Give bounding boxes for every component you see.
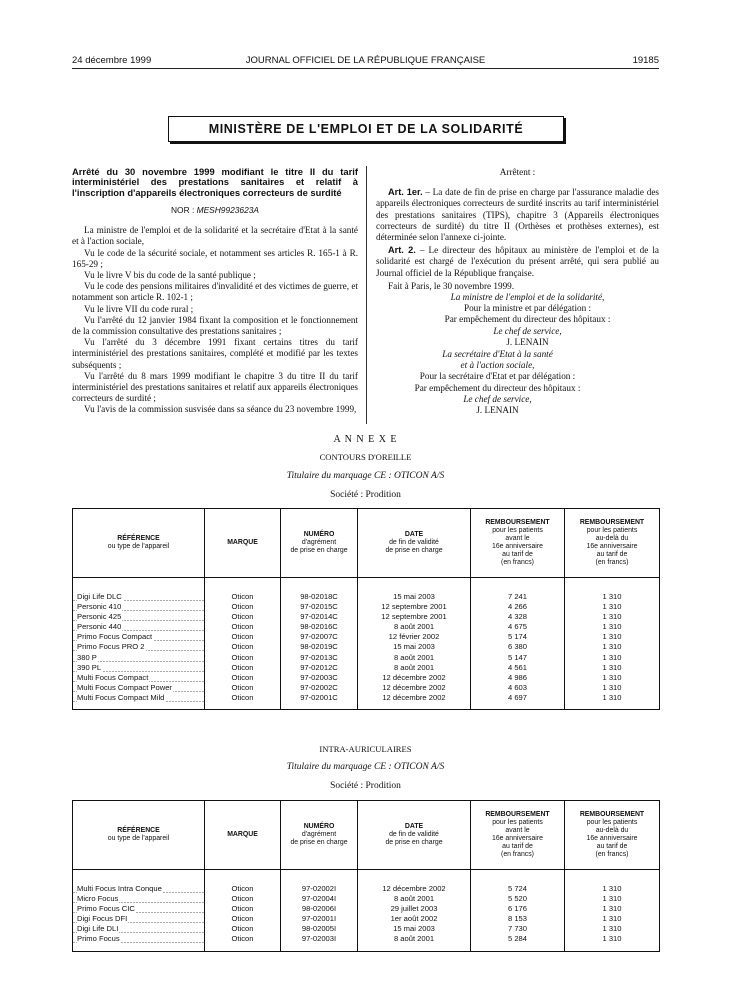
cell-marque: Oticon [205,612,281,622]
cell-remboursement-apres: 1 310 [565,632,660,642]
cell-marque: Oticon [205,914,281,924]
cell-date: 8 août 2001 [358,663,471,673]
cell-remboursement-avant: 4 603 [471,683,565,693]
cell-numero: 98-02006I [281,904,358,914]
header-page-number: 19185 [632,55,659,66]
cell-remboursement-apres: 1 310 [565,924,660,934]
cell-numero: 98-02018C [281,592,358,602]
cell-numero: 97-02003I [281,934,358,944]
article-1 [376,187,659,243]
header-remboursement-avant: REMBOURSEMENT pour les patients avant le 16e anniversaire au tarif de (en francs) [471,509,565,578]
table-row [73,914,660,924]
cell-remboursement-apres: 1 310 [565,914,660,924]
header-date: DATE de fin de validité de prise en charge [358,509,471,578]
cell-remboursement-avant: 4 266 [471,602,565,612]
cell-date: 29 juillet 2003 [358,904,471,914]
cell-numero: 97-02003C [281,673,358,683]
signatory-title: La ministre de l'emploi et de la solidarité, [450,292,605,303]
visa-paragraph: Vu l'arrêté du 3 décembre 1991 fixant certains titres du tarif interministériel des prestations sanitaires, complété et modifié par les textes subséquents ; [72,337,358,370]
spacer-cell [358,945,471,952]
table-body [73,870,660,952]
cell-reference [73,653,205,663]
cell-remboursement-avant: 5 174 [471,632,565,642]
reference-label: Multi Focus Compact [77,672,149,682]
table-row [73,934,660,944]
cell-remboursement-avant: 8 153 [471,914,565,924]
table-row [73,693,660,703]
reference-label: Digi Life DLC [77,592,122,601]
article-1-label: Art. 1er. [388,187,423,198]
reference-label: Digi Life DLI [77,924,119,934]
signatory-role: Le chef de service, [463,393,532,404]
delegation-line: Par empêchement du directeur des hôpitaux : [414,382,581,393]
cell-marque: Oticon [205,642,281,652]
cell-numero: 97-02001I [281,914,358,924]
arretent-heading: Arrêtent : [499,167,536,177]
table-header-row [73,509,660,578]
header-marque: MARQUE [205,801,281,870]
table-intra-auriculaires [72,800,660,952]
nor-reference [72,205,358,216]
cell-remboursement-avant: 4 675 [471,622,565,632]
reference-label: Primo Focus Compact [77,632,153,642]
cell-date: 8 août 2001 [358,934,471,944]
spacer-cell [73,945,205,952]
cell-reference [73,693,205,703]
cell-remboursement-apres: 1 310 [565,673,660,683]
cell-numero: 97-02007C [281,632,358,642]
delegation-line: Par empêchement du directeur des hôpitaux : [444,314,611,325]
signatory-name: J. LENAIN [476,405,519,416]
table-row [73,924,660,934]
signatory-name: J. LENAIN [506,336,549,347]
spacer-cell [73,870,205,885]
cell-remboursement-apres: 1 310 [565,663,660,673]
cell-remboursement-apres: 1 310 [565,884,660,894]
cell-remboursement-apres: 1 310 [565,622,660,632]
page-header [72,55,659,69]
cell-date: 8 août 2001 [358,653,471,663]
reference-label: Personic 410 [77,602,122,612]
cell-remboursement-avant: 4 697 [471,693,565,703]
reference-label: Primo Focus [77,934,120,944]
cell-reference [73,894,205,904]
cell-date: 12 septembre 2001 [358,602,471,612]
cell-marque: Oticon [205,924,281,934]
cell-remboursement-avant: 5 284 [471,934,565,944]
decree-title: Arrêté du 30 novembre 1999 modifiant le titre II du tarif interministériel des prestations sanitaires et relatif à l'inscription d'appareils électroniques correcteurs de surdité [72,166,358,198]
cell-date: 1er août 2002 [358,914,471,924]
cell-numero: 97-02013C [281,653,358,663]
header-date: DATE de fin de validité de prise en charge [358,801,471,870]
cell-reference [73,642,205,652]
cell-marque: Oticon [205,592,281,602]
header-remboursement-apres: REMBOURSEMENT pour les patients au-delà du 16e anniversaire au tarif de (en francs) [565,509,660,578]
cell-remboursement-apres: 1 310 [565,592,660,602]
cell-remboursement-avant: 7 730 [471,924,565,934]
table-row [73,663,660,673]
cell-marque: Oticon [205,663,281,673]
table-end-row [73,703,660,710]
cell-numero: 97-02015C [281,602,358,612]
cell-remboursement-apres: 1 310 [565,934,660,944]
visa-paragraph: Vu l'avis de la commission susvisée dans sa séance du 23 novembre 1999, [84,404,357,415]
header-remboursement-avant: REMBOURSEMENT pour les patients avant le 16e anniversaire au tarif de (en francs) [471,801,565,870]
column-divider [366,166,367,424]
cell-numero: 97-02012C [281,663,358,673]
cell-numero: 97-02004I [281,894,358,904]
cell-date: 12 septembre 2001 [358,612,471,622]
article-2-label: Art. 2. [388,245,416,256]
spacer-cell [73,703,205,710]
spacer-cell [205,703,281,710]
cell-remboursement-apres: 1 310 [565,894,660,904]
table-row [73,884,660,894]
visa-paragraph: Vu l'arrêté du 8 mars 1999 modifiant le chapitre 3 du titre II du tarif interministériel des prestations sanitaires et relatif aux appareils électroniques correcteurs de surdité ; [72,370,358,404]
reference-label: Personic 440 [77,622,122,632]
header-reference: RÉFÉRENCE ou type de l'appareil [73,801,205,870]
cell-remboursement-avant: 5 724 [471,884,565,894]
cell-date: 15 mai 2003 [358,924,471,934]
visa-paragraph: Vu le code de la sécurité sociale, et notamment ses articles R. 165-1 à R. 165-29 ; [72,247,358,269]
header-date: 24 décembre 1999 [72,55,152,66]
spacer-cell [565,945,660,952]
cell-reference [73,612,205,622]
spacer-cell [565,578,660,593]
visa-paragraph: Vu le code des pensions militaires d'invalidité et des victimes de guerre, et notamment son article R. 102-1 ; [72,281,358,303]
spacer-cell [281,945,358,952]
reference-label: Multi Focus Compact Power [77,682,172,692]
cell-marque: Oticon [205,632,281,642]
cell-marque: Oticon [205,894,281,904]
table-end-row [73,945,660,952]
spacer-cell [565,703,660,710]
cell-remboursement-avant: 4 986 [471,673,565,683]
article-2 [376,245,659,279]
reference-label: Digi Focus DFI [77,914,128,924]
cell-remboursement-avant: 4 328 [471,612,565,622]
table-body [73,578,660,710]
cell-reference [73,602,205,612]
nor-code: MESH9923623A [196,204,259,215]
signature-block-minister [376,292,659,348]
spacer-cell [471,578,565,593]
cell-numero: 98-02016C [281,622,358,632]
cell-numero: 97-02002I [281,884,358,894]
reference-label: Personic 425 [77,612,122,622]
delegation-line: Pour la secrétaire d'Etat et par délégation : [419,371,576,382]
cell-date: 15 mai 2003 [358,642,471,652]
annex-title: A N N E X E [333,434,398,445]
cell-numero: 98-02019C [281,642,358,652]
cell-marque: Oticon [205,653,281,663]
cell-marque: Oticon [205,673,281,683]
cell-marque: Oticon [205,622,281,632]
table-row [73,602,660,612]
reference-label: Micro Focus [77,894,119,904]
cell-reference [73,663,205,673]
cell-marque: Oticon [205,934,281,944]
spacer-cell [281,578,358,593]
spacer-cell [281,703,358,710]
header-rule [72,68,659,69]
signing-place-date: Fait à Paris, le 30 novembre 1999. [388,280,515,291]
spacer-cell [471,703,565,710]
table-row [73,894,660,904]
article-1-text: – La date de fin de prise en charge par l'assurance maladie des appareils électroniques correcteurs de surdité inscrits au tarif interministériel des prestations sanitaires (TIPS), chapitre 3 (Appareils électroniques correcteurs de surdité) du titre II (Orthèses et prothèses externes), est déterminée selon l'annexe ci-jointe. [376,187,659,243]
decree-right-column [376,167,659,416]
reference-label: 380 P [77,652,97,662]
cell-date: 12 décembre 2002 [358,683,471,693]
cell-reference [73,673,205,683]
spacer-cell [565,870,660,885]
header-numero: NUMÉRO d'agrément de prise en charge [281,509,358,578]
visa-paragraph: Vu le livre V bis du code de la santé publique ; [84,269,256,280]
visa-paragraph: La ministre de l'emploi et de la solidarité et la secrétaire d'Etat à la santé et à l'action sociale, [72,225,358,247]
cell-remboursement-avant: 5 520 [471,894,565,904]
spacer-cell [358,703,471,710]
cell-remboursement-avant: 6 176 [471,904,565,914]
cell-remboursement-avant: 5 147 [471,653,565,663]
cell-marque: Oticon [205,904,281,914]
cell-marque: Oticon [205,693,281,703]
table-row [73,612,660,622]
cell-remboursement-apres: 1 310 [565,612,660,622]
cell-remboursement-apres: 1 310 [565,693,660,703]
cell-reference [73,622,205,632]
reference-label: Multi Focus Intra Conque [77,884,162,893]
table-row [73,904,660,914]
cell-remboursement-apres: 1 310 [565,904,660,914]
spacer-cell [73,578,205,593]
cell-numero: 98-02005I [281,924,358,934]
cell-remboursement-apres: 1 310 [565,602,660,612]
section-title-contours: CONTOURS D'OREILLE [319,452,412,462]
visa-paragraph: Vu le livre VII du code rural ; [84,303,194,314]
header-marque: MARQUE [205,509,281,578]
table-row [73,683,660,693]
cell-reference [73,884,205,894]
cell-remboursement-apres: 1 310 [565,653,660,663]
article-2-text: – Le directeur des hôpitaux au ministère de l'emploi et de la solidarité est chargé de l'exécution du présent arrêté, qui sera publié au Journal officiel de la République française. [376,245,659,278]
visa-paragraph: Vu l'arrêté du 12 janvier 1984 fixant la composition et le fonctionnement de la commission consultative des prestations sanitaires ; [72,314,358,336]
cell-remboursement-avant: 4 561 [471,663,565,673]
spacer-cell [471,945,565,952]
cell-numero: 97-02014C [281,612,358,622]
signatory-title: La secrétaire d'Etat à la santé [442,349,553,360]
signatory-role: Le chef de service, [493,325,562,336]
header-journal-title: JOURNAL OFFICIEL DE LA RÉPUBLIQUE FRANÇAISE [245,55,486,66]
spacer-cell [358,578,471,593]
cell-marque: Oticon [205,602,281,612]
cell-date: 12 février 2002 [358,632,471,642]
table-row [73,632,660,642]
cell-remboursement-avant: 6 380 [471,642,565,652]
spacer-cell [471,870,565,885]
header-numero: NUMÉRO d'agrément de prise en charge [281,801,358,870]
cell-date: 8 août 2001 [358,622,471,632]
spacer-cell [205,578,281,593]
table-header-row [73,801,660,870]
table-row [73,622,660,632]
table-row [73,673,660,683]
cell-reference [73,683,205,693]
reference-label: Multi Focus Compact Mild [77,692,165,702]
signatory-title: et à l'action sociale, [460,360,535,371]
titulaire-line: Titulaire du marquage CE : OTICON A/S [286,471,445,481]
signature-block-secretary [376,349,659,416]
cell-reference [73,632,205,642]
reference-label: Primo Focus CIC [77,904,135,914]
spacer-cell [205,945,281,952]
societe-line: Société : Prodition [330,490,401,500]
reference-label: 390 PL [77,662,102,672]
cell-marque: Oticon [205,683,281,693]
cell-numero: 97-02001C [281,693,358,703]
titulaire-line: Titulaire du marquage CE : OTICON A/S [286,762,445,772]
section-title-intra: INTRA-AURICULAIRES [319,744,412,754]
cell-reference [73,934,205,944]
spacer-cell [358,870,471,885]
cell-remboursement-avant: 7 241 [471,592,565,602]
cell-date: 12 décembre 2002 [358,693,471,703]
spacer-cell [281,870,358,885]
cell-date: 12 décembre 2002 [358,673,471,683]
table-contours-oreille [72,508,660,710]
cell-date: 15 mai 2003 [358,592,471,602]
cell-reference [73,592,205,602]
cell-reference [73,904,205,914]
cell-marque: Oticon [205,884,281,894]
cell-remboursement-apres: 1 310 [565,642,660,652]
table-spacer-row [73,578,660,593]
table-spacer-row [73,870,660,885]
cell-date: 12 décembre 2002 [358,884,471,894]
cell-remboursement-apres: 1 310 [565,683,660,693]
cell-date: 8 août 2001 [358,894,471,904]
ministry-banner: MINISTÈRE DE L'EMPLOI ET DE LA SOLIDARITÉ [168,116,564,142]
delegation-line: Pour la ministre et par délégation : [463,303,592,314]
nor-label: NOR : [171,204,195,215]
reference-label: Primo Focus PRO 2 [77,642,145,652]
spacer-cell [205,870,281,885]
table-row [73,653,660,663]
table-row [73,642,660,652]
table-row [73,592,660,602]
societe-line: Société : Prodition [330,781,401,791]
header-reference: RÉFÉRENCE ou type de l'appareil [73,509,205,578]
cell-reference [73,924,205,934]
cell-reference [73,914,205,924]
header-remboursement-apres: REMBOURSEMENT pour les patients au-delà du 16e anniversaire au tarif de (en francs) [565,801,660,870]
cell-numero: 97-02002C [281,683,358,693]
decree-left-column [72,167,358,416]
